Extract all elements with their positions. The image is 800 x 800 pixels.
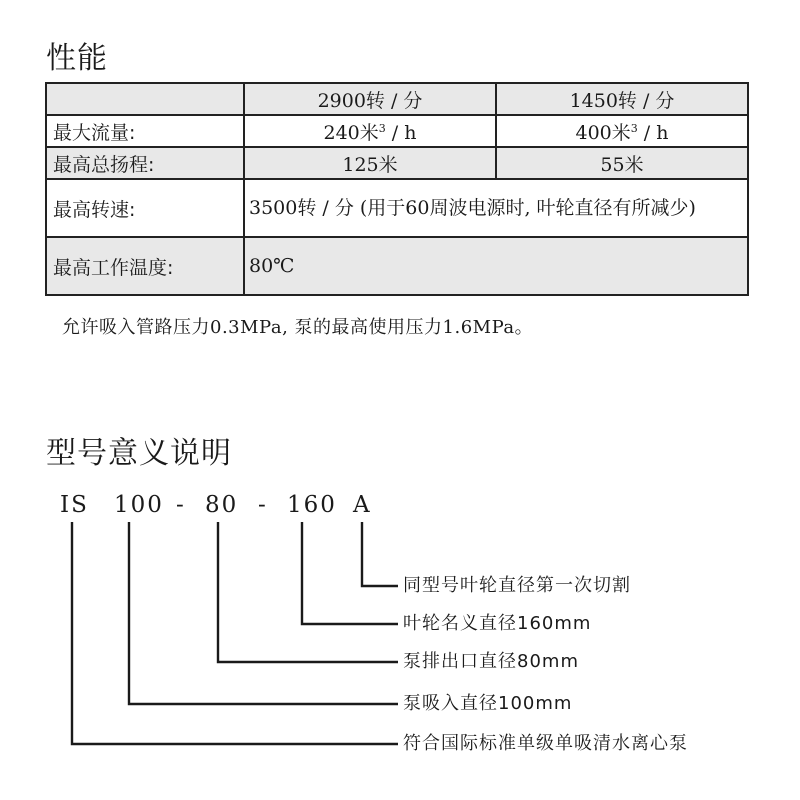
- performance-title: 性能: [46, 41, 108, 76]
- header-1450-rpm: 1450转 / 分: [496, 83, 748, 115]
- max-flow-2900: 240米$^3$ / h: [244, 115, 496, 147]
- code-100: 100: [114, 492, 164, 518]
- desc-100: 泵吸入直径100mm: [403, 693, 573, 714]
- connector-line-100: [129, 522, 398, 704]
- connector-line-80: [218, 522, 398, 662]
- connector-line-is: [72, 522, 398, 744]
- max-head-2900: 125米: [244, 147, 496, 179]
- desc-160: 叶轮名义直径160mm: [403, 613, 592, 634]
- max-temperature-value: 80℃: [244, 237, 748, 295]
- row-label-max-flow: 最大流量:: [46, 115, 244, 147]
- code-is: IS: [60, 492, 89, 518]
- row-label-max-head: 最高总扬程:: [46, 147, 244, 179]
- code-dash-1: -: [176, 492, 186, 518]
- row-label-max-temperature: 最高工作温度:: [46, 237, 244, 295]
- desc-is: 符合国际标准单级单吸清水离心泵: [403, 733, 688, 754]
- max-head-1450: 55米: [496, 147, 748, 179]
- max-speed-value: 3500转 / 分 (用于60周波电源时, 叶轮直径有所减少): [244, 179, 748, 237]
- pressure-note: 允许吸入管路压力0.3MPa, 泵的最高使用压力1.6MPa。: [62, 317, 534, 338]
- code-a: A: [353, 492, 372, 518]
- header-2900-rpm: 2900转 / 分: [244, 83, 496, 115]
- max-flow-1450: 400米$^3$ / h: [496, 115, 748, 147]
- row-label-max-speed: 最高转速:: [46, 179, 244, 237]
- code-80: 80: [205, 492, 239, 518]
- code-dash-2: -: [258, 492, 268, 518]
- code-160: 160: [287, 492, 337, 518]
- desc-a: 同型号叶轮直径第一次切割: [403, 575, 631, 596]
- connector-line-a: [362, 522, 398, 586]
- model-title: 型号意义说明: [46, 436, 232, 471]
- connector-line-160: [302, 522, 398, 624]
- desc-80: 泵排出口直径80mm: [403, 651, 579, 672]
